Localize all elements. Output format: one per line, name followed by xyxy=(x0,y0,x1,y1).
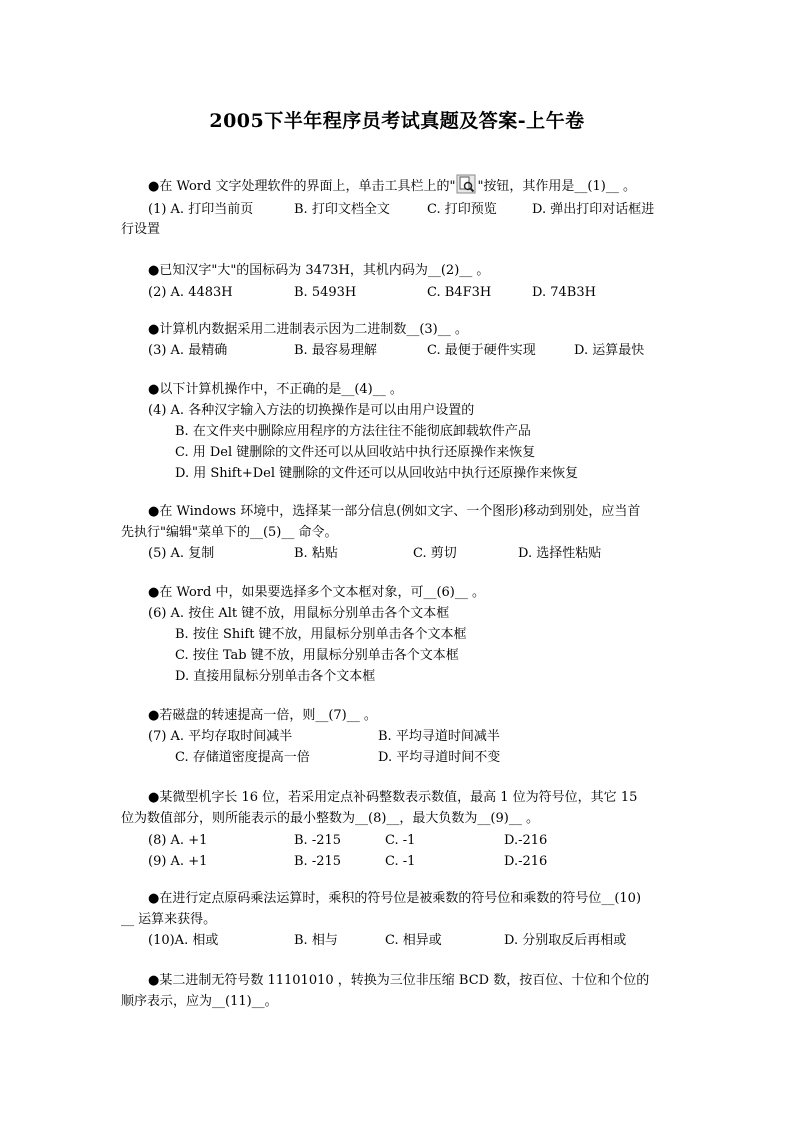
q3-option-a: (3) A. 最精确 xyxy=(148,343,228,358)
question-4-stem: ●以下计算机操作中，不正确的是__(4)__ 。 xyxy=(148,382,403,397)
q1-option-d: D. 弹出打印对话框进 xyxy=(532,202,655,217)
q8-option-a: (8) A. +1 xyxy=(148,833,208,848)
q1-option-a: (1) A. 打印当前页 xyxy=(148,202,254,217)
q9-option-c: C. -1 xyxy=(385,854,416,869)
q1-option-d-continued: 行设置 xyxy=(121,222,161,237)
q7-option-b: B. 平均寻道时间减半 xyxy=(378,729,500,744)
q10-option-d: D. 分别取反后再相或 xyxy=(504,933,627,948)
q3-option-d: D. 运算最快 xyxy=(574,343,645,358)
q6-option-d: D. 直接用鼠标分别单击各个文本框 xyxy=(175,669,376,684)
question-3-stem: ●计算机内数据采用二进制表示因为二进制数__(3)__ 。 xyxy=(148,322,468,337)
question-1-stem xyxy=(148,174,636,192)
q4-option-d: D. 用 Shift+Del 键删除的文件还可以从回收站中执行还原操作来恢复 xyxy=(175,466,579,481)
question-6-stem: ●在 Word 中，如果要选择多个文本框对象，可__(6)__ 。 xyxy=(148,585,485,600)
q5-option-a: (5) A. 复制 xyxy=(148,546,215,561)
question-11-stem-line1: ●某二进制无符号数 11101010 ，转换为三位非压缩 BCD 数，按百位、十位和个位的 xyxy=(148,973,650,988)
question-2-stem: ●已知汉字"大"的国标码为 3473H，其机内码为__(2)__ 。 xyxy=(148,263,490,278)
q4-option-b: B. 在文件夹中删除应用程序的方法往往不能彻底卸载软件产品 xyxy=(175,424,531,439)
q2-option-c: C. B4F3H xyxy=(427,285,492,300)
q5-option-b: B. 粘贴 xyxy=(294,546,338,561)
question-8-stem-line2: 位为数值部分，则所能表示的最小整数为__(8)__，最大负数为__(9)__ 。 xyxy=(121,811,539,826)
q9-option-b: B. -215 xyxy=(294,854,342,869)
q9-option-d: D.-216 xyxy=(504,854,548,869)
question-7-stem: ●若磁盘的转速提高一倍，则__(7)__ 。 xyxy=(148,708,377,723)
q7-option-d: D. 平均寻道时间不变 xyxy=(378,750,501,765)
q9-option-a: (9) A. +1 xyxy=(148,854,208,869)
q6-option-a: (6) A. 按住 Alt 键不放，用鼠标分别单击各个文本框 xyxy=(148,606,450,621)
question-1-prefix: ●在 Word 文字处理软件的界面上，单击工具栏上的" xyxy=(148,179,456,194)
q5-option-d: D. 选择性粘贴 xyxy=(518,546,602,561)
q3-option-b: B. 最容易理解 xyxy=(294,343,377,358)
question-5-stem-line1: ●在 Windows 环境中，选择某一部分信息(例如文字、一个图形)移动到别处，应当首 xyxy=(148,504,641,519)
question-8-stem-line1: ●某微型机字长 16 位，若采用定点补码整数表示数值，最高 1 位为符号位，其它 15 xyxy=(148,790,638,805)
q2-option-b: B. 5493H xyxy=(294,285,357,300)
q1-option-b: B. 打印文档全文 xyxy=(294,202,390,217)
question-1-suffix: "按钮，其作用是__(1)__ 。 xyxy=(477,179,636,194)
q2-option-d: D. 74B3H xyxy=(532,285,596,300)
q4-option-c: C. 用 Del 键删除的文件还可以从回收站中执行还原操作来恢复 xyxy=(175,445,536,460)
q7-option-c: C. 存储道密度提高一倍 xyxy=(175,750,310,765)
page-title: 2005下半年程序员考试真题及答案-上午卷 xyxy=(209,110,585,132)
q10-option-c: C. 相异或 xyxy=(385,933,442,948)
q7-option-a: (7) A. 平均存取时间减半 xyxy=(148,729,293,744)
q2-option-a: (2) A. 4483H xyxy=(148,285,233,300)
q6-option-b: B. 按住 Shift 键不放，用鼠标分别单击各个文本框 xyxy=(175,627,467,642)
q10-option-a: (10)A. 相或 xyxy=(148,933,219,948)
question-10-stem-line1: ●在进行定点原码乘法运算时，乘积的符号位是被乘数的符号位和乘数的符号位__(10) xyxy=(148,891,642,906)
q6-option-c: C. 按住 Tab 键不放，用鼠标分别单击各个文本框 xyxy=(175,648,459,663)
question-10-stem-line2: __ 运算来获得。 xyxy=(121,912,217,927)
q1-option-c: C. 打印预览 xyxy=(427,202,497,217)
q8-option-d: D.-216 xyxy=(504,833,548,848)
print-preview-icon xyxy=(456,174,476,194)
q5-option-c: C. 剪切 xyxy=(413,546,457,561)
q8-option-c: C. -1 xyxy=(385,833,416,848)
question-11-stem-line2: 顺序表示，应为__(11)__。 xyxy=(121,994,278,1009)
q3-option-c: C. 最便于硬件实现 xyxy=(427,343,536,358)
question-5-stem-line2: 先执行"编辑"菜单下的__(5)__ 命令。 xyxy=(121,525,338,540)
q8-option-b: B. -215 xyxy=(294,833,342,848)
q4-option-a: (4) A. 各种汉字输入方法的切换操作是可以由用户设置的 xyxy=(148,403,475,418)
q10-option-b: B. 相与 xyxy=(294,933,338,948)
